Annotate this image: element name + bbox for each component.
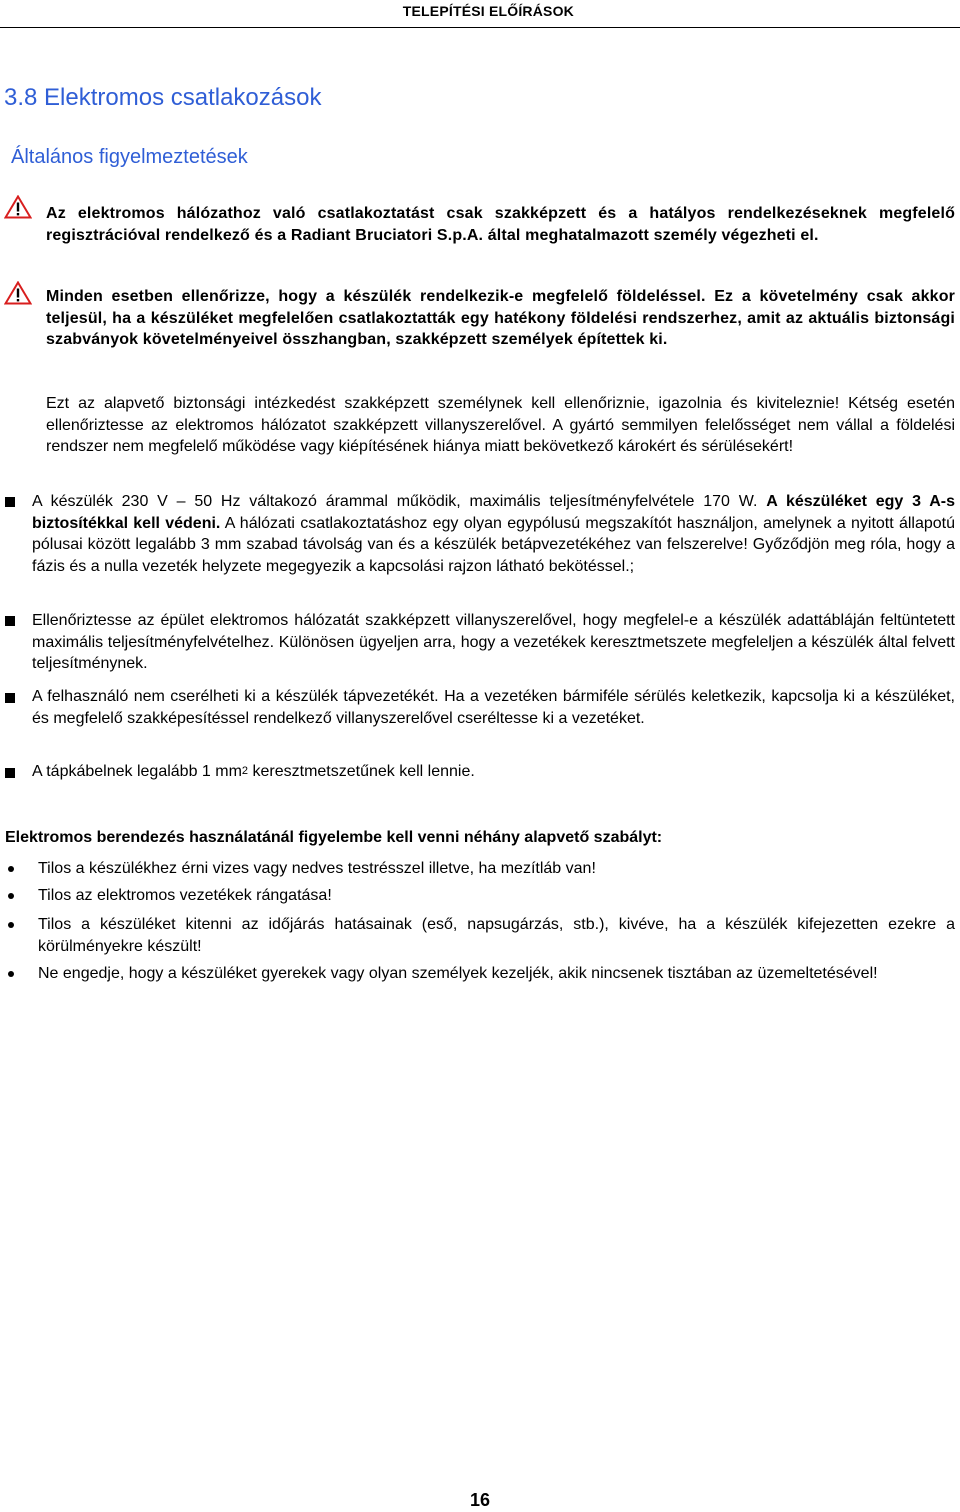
rule-item: Tilos a készülékhez érni vizes vagy nedves testrésszel illetve, ha mezítláb van! xyxy=(38,860,596,877)
square-bullet-icon xyxy=(5,768,15,778)
round-bullet-icon xyxy=(8,971,14,977)
warning-triangle-icon xyxy=(4,281,32,305)
warning-text: Az elektromos hálózathoz való csatlakoztatást csak szakképzett és a hatályos rendelkezéseknek megfelelő regisztrációval rendelkező és a Radiant Bruciatori S.p.A. által meghatalmazott személy végezheti el. xyxy=(46,205,955,244)
header-title: TELEPÍTÉSI ELŐÍRÁSOK xyxy=(402,3,574,19)
safety-note: Ezt az alapvető biztonsági intézkedést szakképzett személynek kell ellenőriznie, igazolnia és kiviteleznie! Kétség esetén ellenőriztesse az elektromos hálózatot szakképzett villanyszerelővel. A gyártó semmilyen felelősséget nem vállal a földelési rendszer nem megfelelő működése vagy kiépítésének hiánya miatt bekövetkező károkért és sérülésekért! xyxy=(46,395,955,455)
rule-item: Ne engedje, hogy a készüléket gyerekek vagy olyan személyek kezeljék, akik nincsenek tisztában az üzemeltetésével! xyxy=(38,965,878,982)
rule-item: Tilos az elektromos vezetékek rángatása! xyxy=(38,887,332,904)
page-number: 16 xyxy=(469,1490,491,1510)
page-header xyxy=(0,0,960,28)
superscript: 2 xyxy=(241,765,249,777)
rule-item: Tilos a készüléket kitenni az időjárás hatásainak (eső, napsugárzás, stb.), kivéve, ha a készülék kifejezetten ezekre a körülményekre készült! xyxy=(38,916,955,955)
warning-triangle-icon xyxy=(4,195,32,219)
item-text: keresztmetszetűnek kell lennie. xyxy=(248,763,475,780)
list-item: A felhasználó nem cserélheti ki a készülék tápvezetékét. Ha a vezetéken bármiféle sérülés keletkezik, kapcsolja ki a készüléket, és megfelelő szakképesítéssel rendelkező villanyszerelővel cseréltesse ki a vezetéket. xyxy=(32,688,955,727)
rules-heading: Elektromos berendezés használatánál figyelembe kell venni néhány alapvető szabályt: xyxy=(5,829,663,846)
subsection-title: Általános figyelmeztetések xyxy=(11,146,248,168)
round-bullet-icon xyxy=(8,866,14,872)
square-bullet-icon xyxy=(5,497,15,507)
square-bullet-icon xyxy=(5,693,15,703)
square-bullet-icon xyxy=(5,616,15,626)
list-item xyxy=(32,491,955,577)
list-item xyxy=(32,761,955,783)
fuse-requirement: A készüléket egy 3 A-s biztosítékkal kell védeni. xyxy=(32,493,955,532)
item-text: A hálózati csatlakoztatáshoz egy olyan egypólusú megszakítót használjon, amelynek a nyitott állapotú pólusai között legalább 3 mm szabad távolság van és a készülék betápvezetékéhez van felszerelve! Győződjön meg róla, hogy a fázis és a nulla vezeték helyzete megegyezik a kapcsolási rajzon látható bekötéssel.; xyxy=(32,514,955,575)
item-text: A tápkábelnek legalább 1 mm xyxy=(32,763,242,780)
round-bullet-icon xyxy=(8,893,14,899)
item-text: A készülék 230 V – 50 Hz váltakozó árammal működik, maximális teljesítményfelvétele 170 W. xyxy=(32,493,767,510)
list-item: Ellenőriztesse az épület elektromos hálózatát szakképzett villanyszerelővel, hogy megfelel-e a készülék adattábláján feltüntetett maximális teljesítményfelvételhez. Különösen ügyeljen arra, hogy a vezetékek keresztmetszete megfeleljen a készülék által felvett teljesítménynek. xyxy=(32,612,955,672)
warning-text: Minden esetben ellenőrizze, hogy a készülék rendelkezik-e megfelelő földeléssel. Ez a követelmény csak akkor teljesül, ha a készüléket megfelelően csatlakoztatták egy hatékony földelési rendszerhez, amit az aktuális biztonsági szabványok követelményeivel összhangban, szakképzett személyek építettek ki. xyxy=(46,288,955,348)
round-bullet-icon xyxy=(8,922,14,928)
section-title: 3.8 Elektromos csatlakozások xyxy=(4,84,322,111)
